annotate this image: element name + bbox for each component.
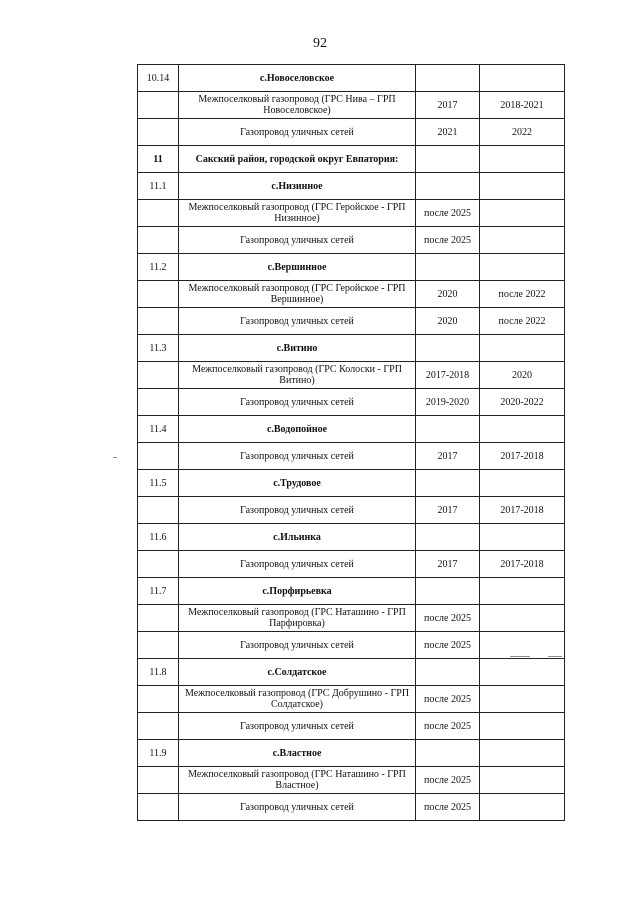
construction-period <box>480 227 565 254</box>
section-title: Сакский район, городской округ Евпатория: <box>179 146 416 173</box>
construction-period <box>480 254 565 281</box>
design-period <box>416 146 480 173</box>
construction-period <box>480 524 565 551</box>
row-number: 11 <box>138 146 179 173</box>
design-period <box>416 416 480 443</box>
section-row <box>138 578 565 605</box>
section-row <box>138 65 565 92</box>
construction-period <box>480 470 565 497</box>
object-name: Газопровод уличных сетей <box>179 389 416 416</box>
table-row <box>138 551 565 578</box>
construction-period <box>480 416 565 443</box>
design-period: 2017 <box>416 443 480 470</box>
section-row <box>138 254 565 281</box>
section-row <box>138 335 565 362</box>
object-name: Межпоселковый газопровод (ГРС Добрушино - ГРП Солдатское) <box>179 686 416 713</box>
construction-period: 2020 <box>480 362 565 389</box>
section-title: с.Вершинное <box>179 254 416 281</box>
section-title: с.Новоселовское <box>179 65 416 92</box>
row-number <box>138 119 179 146</box>
design-period: после 2025 <box>416 632 480 659</box>
table-row <box>138 200 565 227</box>
table-row <box>138 713 565 740</box>
scan-speck <box>113 457 117 458</box>
construction-period <box>480 173 565 200</box>
row-number <box>138 362 179 389</box>
row-number: 11.7 <box>138 578 179 605</box>
row-number: 11.2 <box>138 254 179 281</box>
section-row <box>138 416 565 443</box>
section-row <box>138 470 565 497</box>
design-period: 2017 <box>416 92 480 119</box>
row-number <box>138 605 179 632</box>
object-name: Газопровод уличных сетей <box>179 227 416 254</box>
object-name: Межпоселковый газопровод (ГРС Наташино - ГРП Властное) <box>179 767 416 794</box>
row-number <box>138 632 179 659</box>
row-number: 11.3 <box>138 335 179 362</box>
row-number <box>138 794 179 821</box>
construction-period <box>480 335 565 362</box>
section-title: с.Водопойное <box>179 416 416 443</box>
page-number: 92 <box>313 36 327 51</box>
construction-period: 2017-2018 <box>480 551 565 578</box>
object-name: Межпоселковый газопровод (ГРС Наташино - ГРП Парфировка) <box>179 605 416 632</box>
section-title: с.Властное <box>179 740 416 767</box>
section-row <box>138 173 565 200</box>
construction-period <box>480 146 565 173</box>
row-number: 10.14 <box>138 65 179 92</box>
construction-period: после 2022 <box>480 308 565 335</box>
object-name: Межпоселковый газопровод (ГРС Геройское - ГРП Низинное) <box>179 200 416 227</box>
construction-period <box>480 632 565 659</box>
row-number <box>138 281 179 308</box>
design-period: после 2025 <box>416 227 480 254</box>
table-row <box>138 227 565 254</box>
design-period: после 2025 <box>416 794 480 821</box>
construction-period <box>480 713 565 740</box>
section-title: с.Солдатское <box>179 659 416 686</box>
row-number <box>138 686 179 713</box>
row-number: 11.5 <box>138 470 179 497</box>
design-period <box>416 524 480 551</box>
row-number <box>138 713 179 740</box>
construction-period: 2022 <box>480 119 565 146</box>
design-period <box>416 254 480 281</box>
table-row <box>138 308 565 335</box>
scan-speck <box>510 656 530 657</box>
table-row <box>138 497 565 524</box>
section-row <box>138 740 565 767</box>
object-name: Газопровод уличных сетей <box>179 713 416 740</box>
row-number <box>138 767 179 794</box>
design-period <box>416 470 480 497</box>
section-title: с.Порфирьевка <box>179 578 416 605</box>
table-row <box>138 605 565 632</box>
construction-period: после 2022 <box>480 281 565 308</box>
design-period: 2021 <box>416 119 480 146</box>
design-period: после 2025 <box>416 605 480 632</box>
section-title: с.Ильинка <box>179 524 416 551</box>
row-number <box>138 308 179 335</box>
construction-period <box>480 767 565 794</box>
design-period: 2017 <box>416 551 480 578</box>
table-row <box>138 767 565 794</box>
section-title: с.Трудовое <box>179 470 416 497</box>
row-number: 11.1 <box>138 173 179 200</box>
construction-period <box>480 65 565 92</box>
table-row <box>138 281 565 308</box>
object-name: Газопровод уличных сетей <box>179 443 416 470</box>
design-period: 2020 <box>416 281 480 308</box>
row-number <box>138 443 179 470</box>
design-period: после 2025 <box>416 713 480 740</box>
object-name: Межпоселковый газопровод (ГРС Нива – ГРП Новоселовское) <box>179 92 416 119</box>
section-row <box>138 146 565 173</box>
object-name: Газопровод уличных сетей <box>179 551 416 578</box>
design-period <box>416 659 480 686</box>
design-period <box>416 173 480 200</box>
row-number <box>138 200 179 227</box>
object-name: Газопровод уличных сетей <box>179 794 416 821</box>
construction-period: 2020-2022 <box>480 389 565 416</box>
construction-period: 2017-2018 <box>480 497 565 524</box>
design-period <box>416 335 480 362</box>
construction-period <box>480 578 565 605</box>
section-row <box>138 524 565 551</box>
table-body <box>138 65 565 821</box>
table-row <box>138 632 565 659</box>
object-name: Межпоселковый газопровод (ГРС Геройское - ГРП Вершинное) <box>179 281 416 308</box>
object-name: Межпоселковый газопровод (ГРС Колоски - ГРП Витино) <box>179 362 416 389</box>
section-row <box>138 659 565 686</box>
section-title: с.Низинное <box>179 173 416 200</box>
construction-period <box>480 794 565 821</box>
design-period: после 2025 <box>416 767 480 794</box>
design-period <box>416 578 480 605</box>
row-number: 11.9 <box>138 740 179 767</box>
table-row <box>138 362 565 389</box>
row-number: 11.8 <box>138 659 179 686</box>
table-row <box>138 794 565 821</box>
construction-period <box>480 659 565 686</box>
construction-period <box>480 605 565 632</box>
section-title: с.Витино <box>179 335 416 362</box>
construction-period <box>480 686 565 713</box>
row-number <box>138 92 179 119</box>
table-row <box>138 686 565 713</box>
object-name: Газопровод уличных сетей <box>179 497 416 524</box>
scan-speck <box>548 656 562 657</box>
object-name: Газопровод уличных сетей <box>179 119 416 146</box>
construction-period <box>480 740 565 767</box>
design-period <box>416 65 480 92</box>
design-period: 2017-2018 <box>416 362 480 389</box>
design-period: после 2025 <box>416 200 480 227</box>
design-period: 2019-2020 <box>416 389 480 416</box>
design-period: 2017 <box>416 497 480 524</box>
table-row <box>138 389 565 416</box>
row-number: 11.6 <box>138 524 179 551</box>
design-period <box>416 740 480 767</box>
row-number: 11.4 <box>138 416 179 443</box>
row-number <box>138 227 179 254</box>
design-period: после 2025 <box>416 686 480 713</box>
object-name: Газопровод уличных сетей <box>179 632 416 659</box>
table-row <box>138 92 565 119</box>
construction-period: 2018-2021 <box>480 92 565 119</box>
table-row <box>138 443 565 470</box>
row-number <box>138 497 179 524</box>
row-number <box>138 389 179 416</box>
object-name: Газопровод уличных сетей <box>179 308 416 335</box>
row-number <box>138 551 179 578</box>
design-period: 2020 <box>416 308 480 335</box>
construction-period <box>480 200 565 227</box>
gas-pipeline-schedule-table <box>137 64 565 821</box>
table-row <box>138 119 565 146</box>
construction-period: 2017-2018 <box>480 443 565 470</box>
